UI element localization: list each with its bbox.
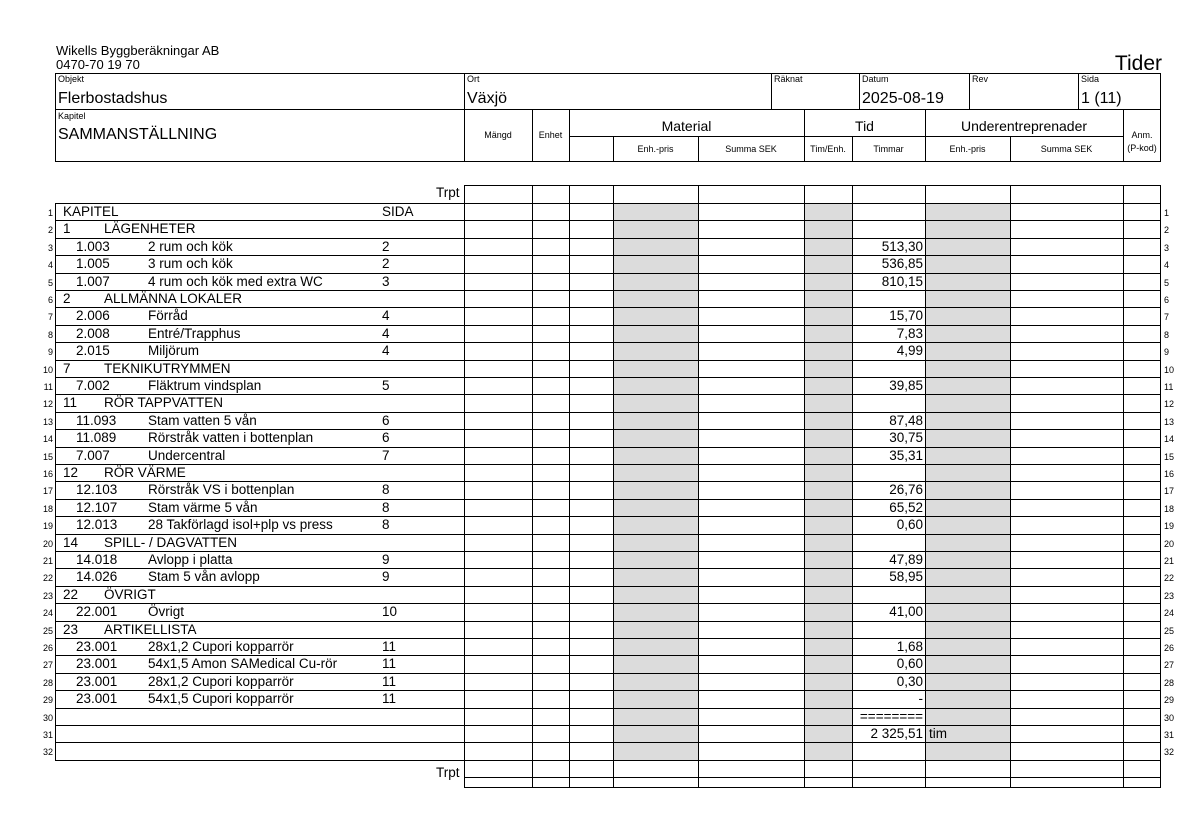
row-description: Stam värme 5 vån <box>148 499 258 515</box>
row-number-right: 13 <box>1164 416 1175 427</box>
row-description: 28x1,2 Cupori kopparrör <box>148 673 294 689</box>
row-number-right: 12 <box>1164 399 1175 410</box>
row-code: 2 <box>63 291 71 306</box>
row-description: 54x1,5 Cupori kopparrör <box>148 691 294 707</box>
col-timmar: Timmar <box>873 144 904 154</box>
row-number-left: 17 <box>42 486 53 497</box>
company-block <box>56 44 219 72</box>
row-number-right: 17 <box>1164 486 1175 497</box>
row-timmar: 35,31 <box>889 447 923 463</box>
row-description: Stam vatten 5 vån <box>148 412 257 428</box>
row-sida: 8 <box>382 499 390 515</box>
row-number-right: 23 <box>1164 590 1175 601</box>
row-timmar: 0,60 <box>896 656 923 672</box>
row-number-left: 14 <box>42 434 53 445</box>
row-description: RÖR VÄRME <box>104 465 186 480</box>
row-number-left: 6 <box>47 295 53 305</box>
row-description: Avlopp i platta <box>148 552 233 567</box>
row-number-right: 26 <box>1164 643 1175 653</box>
row-timmar: 1,68 <box>896 639 923 654</box>
row-timmar: 41,00 <box>889 604 923 620</box>
col-underentreprenader: Underentreprenader <box>960 118 1088 134</box>
row-number-left: 25 <box>42 625 53 636</box>
row-number-right: 21 <box>1164 556 1175 566</box>
row-code: 2.008 <box>76 325 110 341</box>
row-number-right: 10 <box>1164 364 1175 375</box>
row-code: 7 <box>63 360 71 376</box>
row-description: 2 rum och kök <box>148 238 233 254</box>
row-description: ARTIKELLISTA <box>104 621 197 637</box>
row-number-left: 30 <box>42 712 53 723</box>
row-timmar: 2 325,51 <box>870 726 923 741</box>
row-number-left: 5 <box>47 277 53 288</box>
row-sida: 9 <box>382 569 390 585</box>
row-sida: 11 <box>382 691 397 707</box>
col-mangd: Mängd <box>484 130 512 140</box>
row-code: KAPITEL <box>63 204 119 219</box>
row-description: SPILL- / DAGVATTEN <box>104 534 238 550</box>
row-timmar: 39,85 <box>889 378 923 393</box>
row-description: Miljörum <box>148 343 200 359</box>
row-number-right: 18 <box>1164 503 1175 514</box>
row-number-left: 27 <box>42 660 53 671</box>
ort-label: Ort <box>467 74 480 84</box>
sida-value: 1 (11) <box>1081 90 1122 107</box>
row-code: 23.001 <box>76 673 118 689</box>
row-timmar: 0,60 <box>896 517 923 533</box>
row-number-right: 11 <box>1164 382 1174 392</box>
row-number-right: 32 <box>1164 747 1175 758</box>
row-number-left: 32 <box>42 747 53 758</box>
row-code: 12.107 <box>76 499 118 515</box>
col-tim-enh: Tim/Enh. <box>810 144 846 154</box>
row-number-right: 19 <box>1164 521 1175 532</box>
row-number-left: 19 <box>42 521 53 532</box>
row-code: 1 <box>63 221 71 237</box>
row-number-right: 16 <box>1164 469 1175 479</box>
row-description: Undercentral <box>148 447 226 463</box>
row-sida: 8 <box>382 482 390 498</box>
col-tid: Tid <box>855 118 874 134</box>
col-pkod: (P-kod) <box>1127 143 1157 153</box>
row-sida: 2 <box>382 256 390 272</box>
row-number-right: 24 <box>1164 608 1175 619</box>
row-number-left: 18 <box>42 503 53 514</box>
col-ue-enhpris: Enh.-pris <box>949 144 986 154</box>
row-sida: 6 <box>382 412 390 428</box>
row-code: 1.005 <box>76 256 110 272</box>
company-phone: 0470-70 19 70 <box>56 57 140 72</box>
row-sida: 4 <box>382 343 390 359</box>
row-code: 12.103 <box>76 482 118 498</box>
row-sida: 4 <box>382 325 390 341</box>
row-code: 12 <box>63 465 79 480</box>
row-number-right: 22 <box>1164 573 1175 584</box>
row-number-left: 23 <box>42 590 53 601</box>
row-sida: 5 <box>382 378 390 393</box>
row-code: 22.001 <box>76 604 118 620</box>
row-sida: 7 <box>382 447 390 463</box>
row-code: 1.007 <box>76 273 110 289</box>
row-number-right: 20 <box>1164 538 1175 549</box>
ort-value: Växjö <box>467 90 508 107</box>
row-timmar: 810,15 <box>881 273 923 289</box>
row-description: 4 rum och kök med extra WC <box>148 273 323 289</box>
row-number-right: 27 <box>1164 660 1175 671</box>
row-number-left: 8 <box>47 329 53 340</box>
row-description: Fläktrum vindsplan <box>148 378 262 393</box>
row-number-left: 4 <box>47 260 53 271</box>
col-mat-summa: Summa SEK <box>725 144 777 154</box>
row-sida: 11 <box>382 673 397 689</box>
row-timmar: 65,52 <box>889 499 923 515</box>
rev-label: Rev <box>972 74 989 84</box>
objekt-value: Flerbostadshus <box>58 90 168 107</box>
row-sida: 4 <box>382 308 390 324</box>
row-number-left: 3 <box>47 242 53 253</box>
row-description: 28x1,2 Cupori kopparrör <box>148 639 294 654</box>
row-timmar: 536,85 <box>881 256 923 272</box>
row-code: 23 <box>63 621 79 637</box>
row-description: Stam 5 vån avlopp <box>148 569 260 585</box>
col-material: Material <box>661 118 712 134</box>
row-timmar: - <box>918 691 923 707</box>
row-description: Entré/Trapphus <box>148 325 241 341</box>
row-description: TEKNIKUTRYMMEN <box>104 360 231 376</box>
datum-label: Datum <box>862 74 889 84</box>
col-mat-enhpris: Enh.-pris <box>637 144 674 154</box>
row-number-left: 31 <box>42 730 53 740</box>
row-code: 2.015 <box>76 343 110 359</box>
row-timmar: ======== <box>859 708 923 724</box>
row-timmar: 30,75 <box>889 430 923 446</box>
row-number-left: 7 <box>47 312 53 323</box>
row-timmar: 513,30 <box>881 238 923 254</box>
row-number-left: 13 <box>42 416 53 427</box>
row-number-left: 24 <box>42 608 53 619</box>
row-description: LÄGENHETER <box>104 221 196 237</box>
row-sida: 6 <box>382 430 390 446</box>
row-code: 23.001 <box>76 691 118 707</box>
row-sida: 3 <box>382 273 390 289</box>
row-number-right: 29 <box>1164 695 1175 706</box>
row-code: 14 <box>63 534 79 550</box>
row-sida: SIDA <box>382 204 414 219</box>
row-number-right: 25 <box>1164 625 1175 636</box>
row-number-right: 4 <box>1164 260 1170 271</box>
col-ue-summa: Summa SEK <box>1040 144 1093 154</box>
row-code: 14.026 <box>76 569 118 585</box>
row-description: 3 rum och kök <box>148 256 233 272</box>
row-code: 11.093 <box>76 412 117 428</box>
row-description: RÖR TAPPVATTEN <box>104 395 224 411</box>
row-code: 1.003 <box>76 238 110 254</box>
row-timmar: 26,76 <box>889 482 923 498</box>
row-sida: 8 <box>382 517 390 533</box>
objekt-label: Objekt <box>58 74 85 84</box>
row-number-left: 20 <box>42 538 53 549</box>
row-sida: 11 <box>382 639 397 654</box>
row-number-right: 14 <box>1164 434 1175 445</box>
row-number-right: 5 <box>1164 277 1170 288</box>
row-number-right: 9 <box>1164 347 1170 358</box>
row-description: Övrigt <box>148 604 185 620</box>
row-number-left: 9 <box>47 347 53 358</box>
row-number-right: 3 <box>1164 242 1170 253</box>
row-number-left: 1 <box>47 208 53 218</box>
row-number-left: 10 <box>42 364 53 375</box>
row-number-left: 22 <box>42 573 53 584</box>
row-number-left: 11 <box>43 382 53 392</box>
row-sida: 2 <box>382 238 390 254</box>
row-description: ÖVRIGT <box>104 586 156 602</box>
row-code: 22 <box>63 586 79 602</box>
row-sida: 10 <box>382 604 398 620</box>
trpt-bottom: Trpt <box>436 765 460 780</box>
row-number-right: 15 <box>1164 451 1175 462</box>
row-code: 23.001 <box>76 639 118 654</box>
row-number-left: 21 <box>42 556 53 566</box>
row-number-left: 12 <box>42 399 53 410</box>
raknat-label: Räknat <box>774 74 803 84</box>
row-number-right: 1 <box>1164 208 1170 218</box>
row-description: 54x1,5 Amon SAMedical Cu-rör <box>148 656 338 672</box>
row-unit: tim <box>929 726 947 741</box>
row-timmar: 4,99 <box>896 343 923 359</box>
row-description: ALLMÄNNA LOKALER <box>104 291 243 306</box>
row-timmar: 15,70 <box>889 308 923 324</box>
company-name: Wikells Byggberäkningar AB <box>56 43 220 58</box>
row-timmar: 0,30 <box>896 673 923 689</box>
row-number-right: 30 <box>1164 712 1175 723</box>
row-number-right: 6 <box>1164 295 1170 305</box>
row-timmar: 47,89 <box>889 552 923 567</box>
row-code: 7.007 <box>76 447 110 463</box>
row-sida: 11 <box>382 656 397 672</box>
row-description: Förråd <box>148 308 188 324</box>
row-timmar: 7,83 <box>896 325 923 341</box>
row-code: 7.002 <box>76 378 110 393</box>
row-number-right: 7 <box>1164 312 1170 323</box>
trpt-top: Trpt <box>436 185 460 200</box>
row-number-left: 26 <box>42 643 53 653</box>
document-title: Tider <box>1114 52 1162 75</box>
row-number-left: 15 <box>42 451 53 462</box>
row-number-left: 16 <box>42 469 53 479</box>
row-code: 14.018 <box>76 552 118 567</box>
row-code: 11.089 <box>76 430 117 446</box>
row-number-right: 31 <box>1164 730 1175 740</box>
row-code: 12.013 <box>76 517 118 533</box>
col-anm: Anm. <box>1131 130 1153 140</box>
row-code: 23.001 <box>76 656 118 672</box>
row-sida: 9 <box>382 552 390 567</box>
header-row-1 <box>55 73 1161 110</box>
row-timmar: 58,95 <box>889 569 923 585</box>
row-description: Rörstråk VS i bottenplan <box>148 482 295 498</box>
col-enhet: Enhet <box>538 130 563 140</box>
row-timmar: 87,48 <box>889 412 923 428</box>
kapitel-value: SAMMANSTÄLLNING <box>58 126 218 143</box>
row-code: 11 <box>63 395 78 411</box>
row-number-left: 2 <box>47 225 53 236</box>
datum-value: 2025-08-19 <box>862 90 944 107</box>
row-code: 2.006 <box>76 308 110 324</box>
row-description: 28 Takförlagd isol+plp vs press <box>148 517 333 533</box>
row-description: Rörstråk vatten i bottenplan <box>148 430 314 446</box>
row-number-right: 2 <box>1164 225 1170 236</box>
row-number-right: 8 <box>1164 329 1170 340</box>
row-number-left: 29 <box>42 695 53 706</box>
row-number-right: 28 <box>1164 677 1175 688</box>
kapitel-label: Kapitel <box>58 111 86 121</box>
sida-label: Sida <box>1081 74 1100 84</box>
row-number-left: 28 <box>42 677 53 688</box>
